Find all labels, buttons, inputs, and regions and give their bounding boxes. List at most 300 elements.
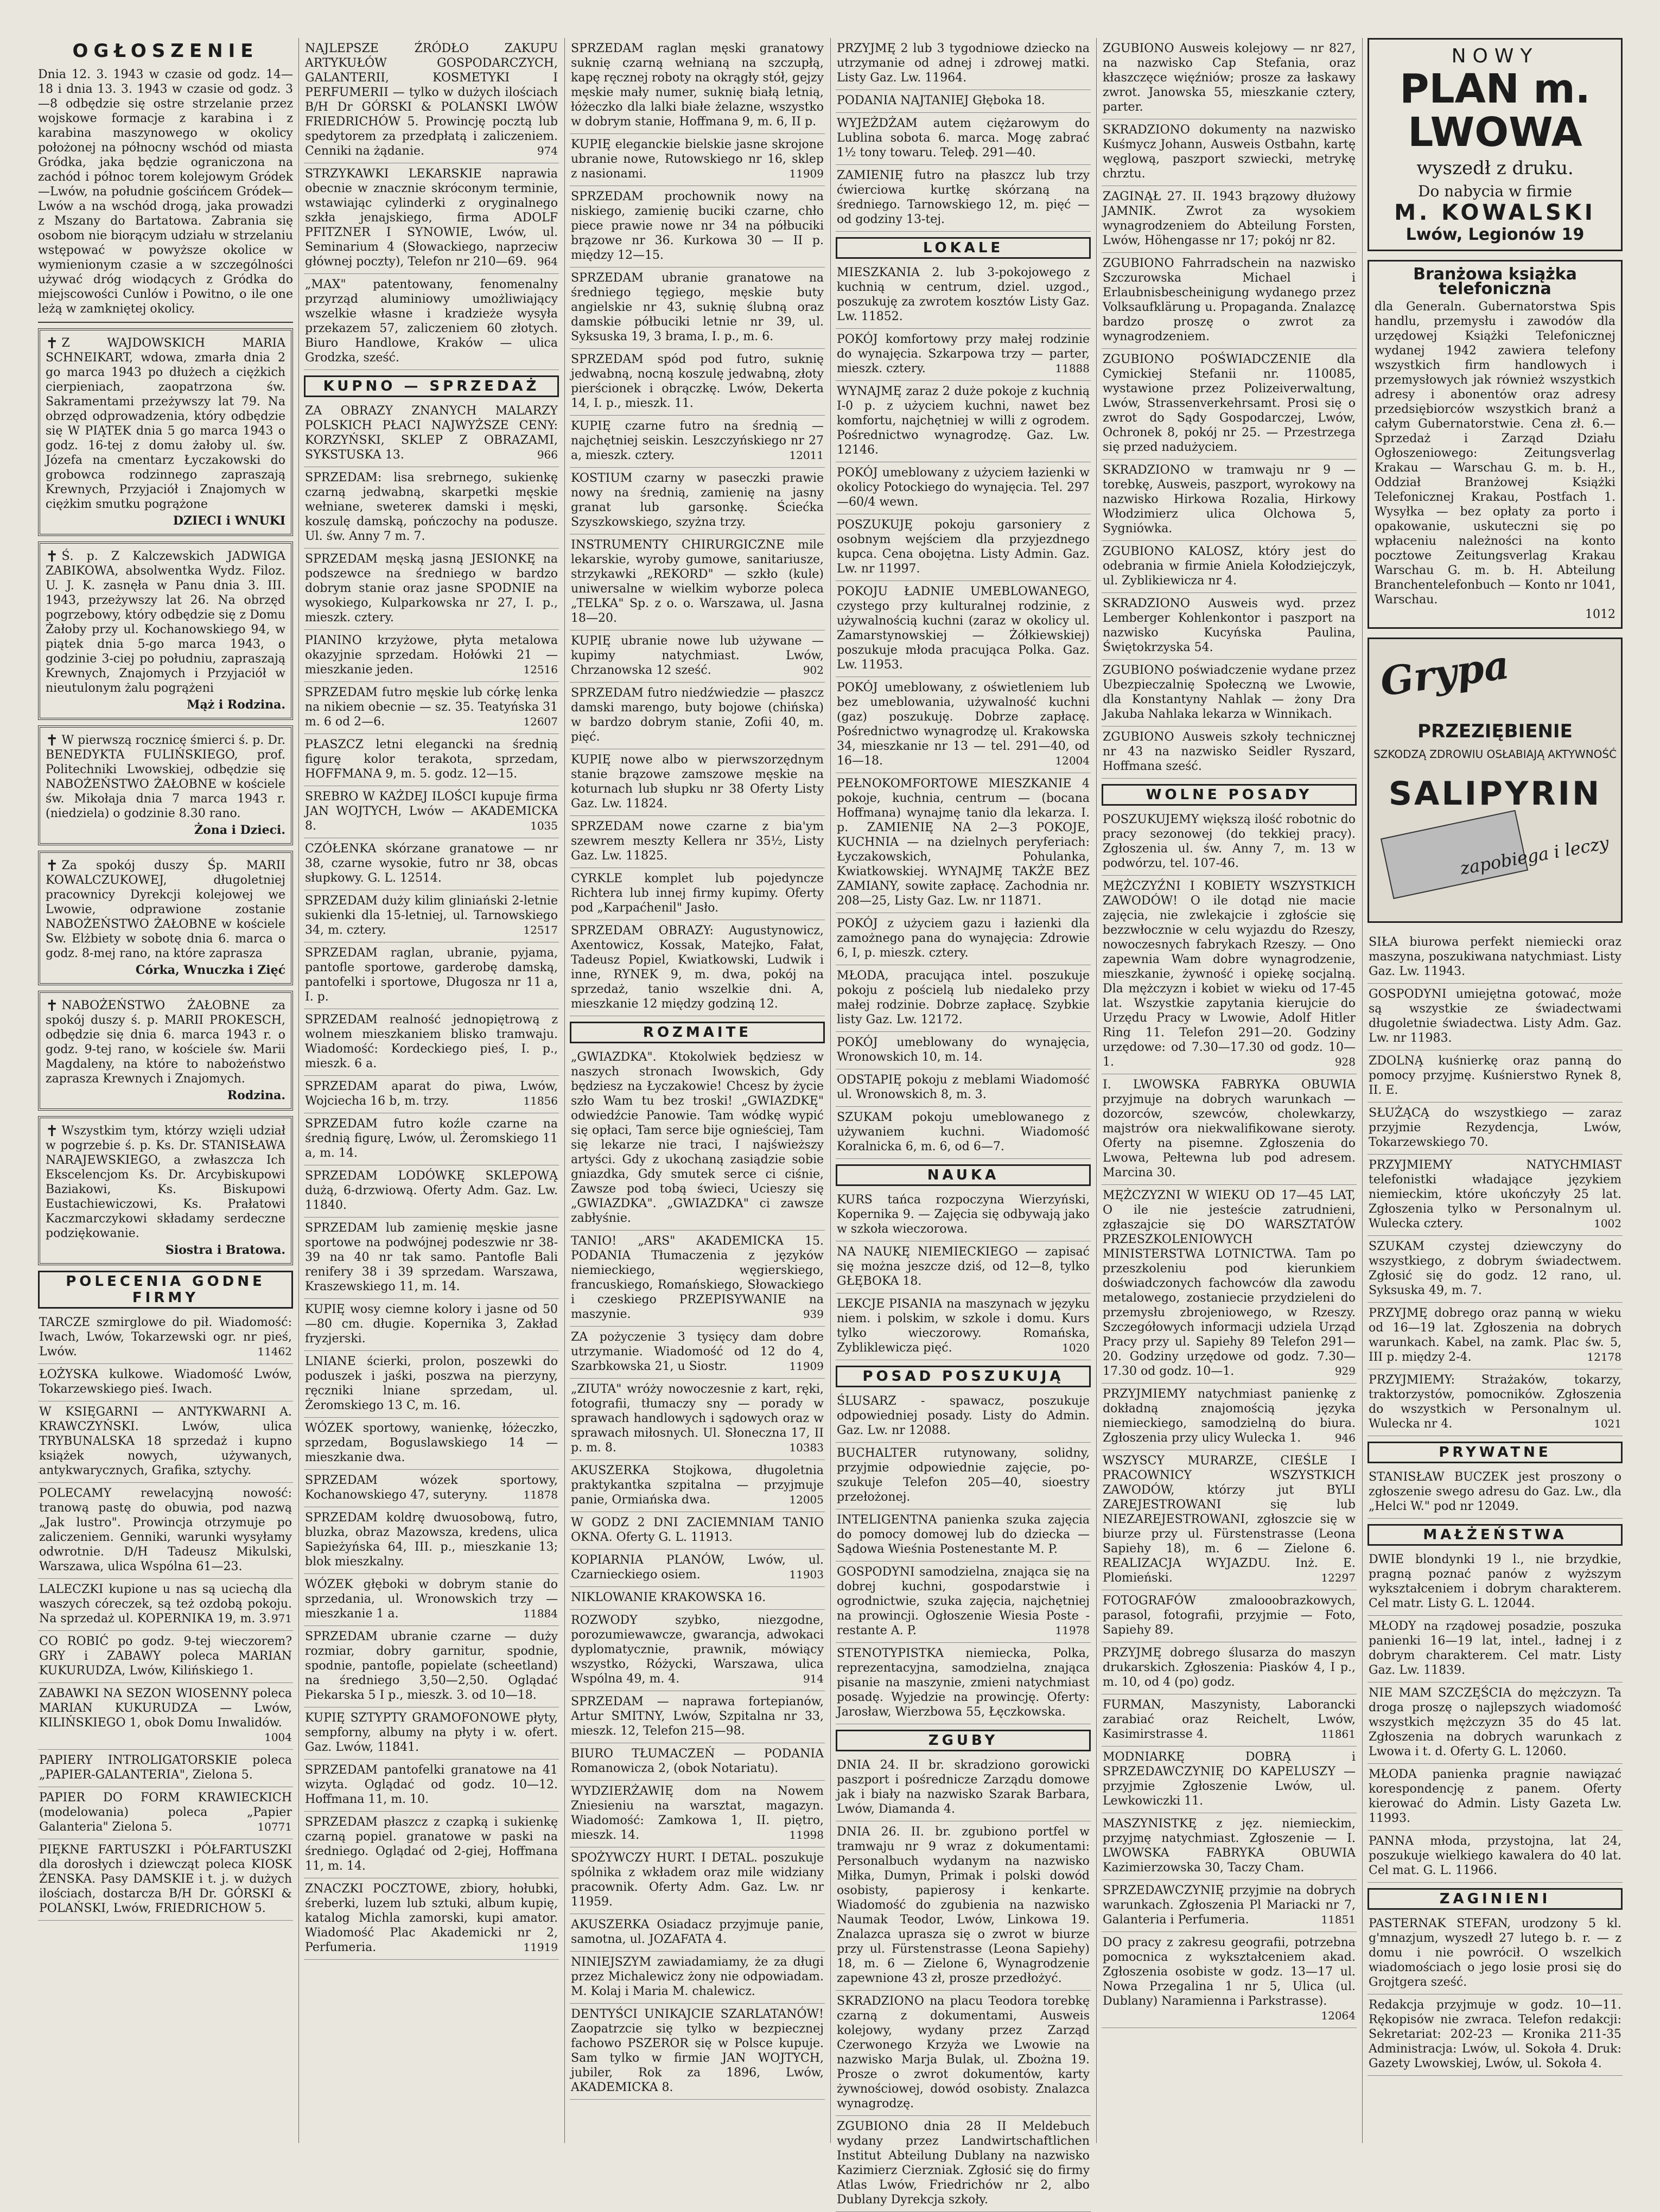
ad-text: SKRADZIONO w tramwaju nr 9 — torebkę, Ausweis, paszport, wyrokowy na nazwisko Hirkowa Rozalia, Hirkowy Włodzimierz ulica Olchowa 5, Sygniówka. [1103, 463, 1356, 536]
ad-text: I. LWOWSKA FABRYKA OBUWIA przyjmuje na dobrych warunkach — dozorców, szewców, cholewkarzy, majstrów ora niekwalifikowane sieroty. Oferty na pisemne. Zgłoszenia do Lwowa, Pełtewna lub pod adresem. Marcina 30. [1103, 1078, 1356, 1180]
obituary-text: Wszystkim tym, którzy wzięli udział w pogrzebie ś. p. Ks. Dr. STANISŁAWA NARAJEWSKIEGO, a zwłaszcza Ich Ekscelencjom Ks. Dr. Arcybiskupowi Baziakowi, Ks. Biskupowi Eustachiewiczowi, Ks. Prałatowi Kaczmarczykowi składamy serdeczne podziękowanie. [46, 1124, 285, 1240]
ad-text: PRZYJMIEMY natychmiast panienkę z dokładną znajomością języka niemieckiego, samodzielną do biura. Zgłoszenia przy ulicy Wulecka 1. [1103, 1387, 1356, 1445]
classified-ad [570, 1327, 825, 1379]
obituary-notice [38, 1116, 293, 1265]
ad-code: 11998 [789, 1828, 824, 1841]
ad-text: PODANIA NAJTANIEJ Głęboka 18. [837, 94, 1045, 107]
classified-ad [304, 1217, 559, 1299]
plan-lwowa-ad [1368, 38, 1623, 251]
classified-ad [836, 1443, 1091, 1509]
ad-text: ZA pożyczenie 3 tysięcy dam dobre utrzymanie. Wiadomość od 12 do 4, Szarbkowska 21, u Siostr. [571, 1330, 824, 1373]
ad-text: SPRZEDAM męską jasną JESIONKĘ na podszewce na średniego w bardzo dobrym stanie oraz jasne SPODNIE na wysokiego, Kulparkowska nr 27, I. p., mieszk. cztery. [305, 552, 558, 624]
classified-ad [836, 965, 1091, 1032]
classified-ad [1102, 1813, 1357, 1880]
classified-ad [836, 462, 1091, 514]
classified-ad [1102, 726, 1357, 779]
ad-text: MŁODA panienka pragnie nawiązać korespondencję z panem. Oferty kierować do Admin. Listy Gazeta Lw. 11993. [1369, 1768, 1621, 1825]
ad-text: SPRZEDAM płaszcz z czapką i sukienkę czarną popiel. granatowe w paski na średniego. Oglądać od 2-giej, Hoffmana 11, m. 14. [305, 1815, 558, 1873]
obituary-signature: Rodzina. [227, 1088, 285, 1102]
column-5 [1102, 38, 1357, 2143]
classified-ad [1368, 1913, 1623, 1994]
classified-ad [1102, 1880, 1357, 1932]
ad-text: W GODZ 2 DNI ZACIEMNIAM TANIO OKNA. Oferty G. L. 11913. [571, 1516, 824, 1544]
ad-text: POKOJU ŁADNIE UMEBLOWANEGO, czystego przy kulturalnej rodzinie, z używalnością kuchni (zaraz w okolicy ul. Zamarstynowskiej — Żółkiewskiej) poszukuje młoda pracująca Polka. Gaz. Lw. 11953. [837, 585, 1090, 672]
ad-text: ZDOLNĄ kuśnierkę oraz panną do pomocy przyjmę. Kuśnierstwo Rynek 8, II. E. [1369, 1054, 1621, 1097]
ad-text: STENOTYPISTKA niemiecka, Polka, reprezentacyjna, samodzielna, znająca pisanie na maszynie, zmieni natychmiast posadę. Wyjedzie na prowincję. Oferty: Jarosław, Wierzbowa 55, Łęczkowska. [837, 1647, 1090, 1719]
classified-ad [570, 1691, 825, 1743]
ad-text: PIANINO krzyżowe, płyta metalowa okazyjnie sprzedam. Hołówki 21 — mieszkanie jeden. [305, 634, 558, 677]
ad-text: POKÓJ umeblowany do wynajęcia, Wronowskich 10, m. 14. [837, 1036, 1090, 1064]
section-header-wolne-posady: WOLNE POSADY [1102, 784, 1357, 806]
ad-code: 11919 [523, 1941, 558, 1954]
ads-list [1102, 809, 1357, 2028]
ad-text: ZGUBIONO Fahrradschein na nazwisko Szczurowska Michael i Erlaubnisbescheinigung wydanego przez Volksaufklärung u. Propaganda. Znalazcę bardzo proszę o zwrot za wynagrodzeniem. [1103, 257, 1356, 343]
ad-text: SPRZEDAM futro koźle czarne na średnią figurę, Lwów, ul. Żeromskiego 11 a, m. 14. [305, 1117, 558, 1160]
ad-code: 964 [537, 255, 558, 268]
ad-text: SPRZEDAM koldrę dwuosobową, futro, bluzka, obraz Mazowsza, kredens, ulica Sapieżyńska 64, III. p., mieszkanie 13; blok mieszkalny. [305, 1511, 558, 1569]
ad-text: STRZYKAWKI LEKARSKIE naprawia obecnie w znacznie skróconym terminie, wstawiając cylinderki z oryginalnego szkła jenajskiego, firma ADOLF PFITZNER I SYNOWIE, Lwów, ul. Seminarium 4 (Słowackiego, naprzeciw głównej poczty), Telefon nr 210—69. [305, 167, 558, 269]
classified-ad [304, 838, 559, 890]
ad-code: 11878 [523, 1488, 558, 1501]
classified-ad [1368, 1155, 1623, 1236]
salipyrin-name: SALIPYRIN [1388, 775, 1602, 813]
classified-ad [304, 1299, 559, 1351]
ad-text: ZGUBIONO dnia 28 II Meldebuch wydany przez Landwirtschaftlichen Institut Abteilung Dublany na nazwisko Kazimierz Cierzniak. Zgłosić się do firmy Atlas Lwów, Friedrichów nr 2, albo Dublany Dyrekcja szkoły. [837, 2120, 1090, 2207]
ad-text: SPRZEDAM lub zamienię męskie jasne sportowe na podwójnej podeszwie nr 38-39 na 40 nr tak samo. Pantofle Bali renifery 38 i 39 sprzedam. Warszawa, Kraszewskiego 11, m. 14. [305, 1221, 558, 1293]
ad-text: ZGUBIONO KALOSZ, który jest do odebrania w firmie Aniela Kołodziejczyk, ul. Zyblikiewicza nr 4. [1103, 545, 1356, 588]
classified-ad [836, 1189, 1091, 1241]
ad-text: SPRZEDAM prochownik nowy na niskiego, zamienię buciki czarne, chło piece prawie nowe nr 34 na półbuciki brązowe nr 36. Kurkowa 30 — II p. między 12—15. [571, 190, 824, 262]
salipyrin-ad [1368, 638, 1623, 923]
cross-icon: ✝ [46, 1122, 59, 1140]
ad-text: PRZYJMĘ dobrego oraz panną w wieku od 16—19 lat. Zgłoszenia na dobrych warunkach. Kabel, na zamk. Plac św. 5, III p. między 2-4. [1369, 1306, 1621, 1364]
salipyrin-slogan: zapobiega i leczy [1459, 832, 1611, 879]
ad-text: DNIA 26. II. br. zgubiono portfel w tramwaju nr 9 wraz z dokumentami: Personalbuch wydanym na nazwisko Miłka, Dumyn, Primak i polski dowód osobisty, papierosy i kenkarte. Wiadomość do zgubienia na nazwisko Naumak Teodor, Lwów, Linkowa 19. Znalazca uprasza się o zwrot w biurze przy ul. Fürstenstrasse (Leona Sapiehy) 18, m. 6 — Zielone 6, Wynagrodzenie zapewnione 43 zł, prosze przedłożyć. [837, 1825, 1090, 1985]
ads-list [304, 400, 559, 1960]
ad-text: AKUSZERKA Osiadacz przyjmuje panie, samotna, ul. JOZAFATA 4. [571, 1918, 824, 1946]
ad-text: SPRZEDAM LODÓWKĘ SKLEPOWĄ dużą, 6-drzwiową. Oferty Adm. Gaz. Lw. 11840. [305, 1169, 558, 1212]
ads-list [304, 38, 559, 370]
classified-ad [1102, 186, 1357, 253]
classified-ad [38, 1750, 293, 1787]
ad-text: WSZYSCY MURARZE, CIEŚLE I PRACOWNICY WSZYSTKICH ZAWODÓW, którzy jut BYLI ZAREJESTROWANI się lub NIEZAREJESTROWANI, zgłoszcie się w biurze przy ul. Fürstenstrasse (Leona Sapiehy 18), m. 6 — Zielone 6. REALIZACJA WYJAZDU. Inż. E. Plomieński. [1103, 1454, 1356, 1585]
plan-ad-line-4: Do nabycia w firmie [1418, 182, 1572, 200]
classified-ad [570, 349, 825, 416]
ads-list [1368, 1467, 1623, 1519]
ad-code: 929 [1334, 1365, 1356, 1378]
classified-ad [570, 534, 825, 630]
ad-text: ZABAWKI NA SEZON WIOSENNY poleca MARIAN KUKURUDZA — Lwów, KILIŃSKIEGO 1, obok Domu Inwalidów. [39, 1687, 292, 1730]
cross-icon: ✝ [46, 997, 59, 1015]
notice-text: Dnia 12. 3. 1943 w czasie od godz. 14—18 i dnia 13. 3. 1943 w czasie od godz. 3—8 odbędzie się ostre strzelanie przez wojskowe formacje z karabina i z karabina maszynowego w okolicy położonej na północny wschód od miasta Gródka, jaka będzie ograniczona na zachód i północ torem kolejowym Gródek—Lwów, na południe gościńcem Gródek—Lwów a na wschód drogą, jaka prowadzi z Mszany do Bartatowa. Zabrania się osobom nie biorącym udziału w strzelaniu wstępować w powyższe okolice w wymienionym czasie a w szczególności używać dróg wiodących z Gródka do miejscowości Cunlów i Powitno, o ile one leżą w zamkniętej okolicy. [38, 65, 293, 323]
ad-code: 12517 [523, 923, 558, 936]
cross-icon: ✝ [46, 857, 59, 875]
ad-text: SPRZEDAM futro męskie lub córkę lenka na nikiem obecnie — sz. 35. Teatyńska 31 m. 6 od 2—6. [305, 686, 558, 729]
section-header-posad: POSAD POSZUKUJĄ [836, 1366, 1091, 1387]
classified-ad [304, 630, 559, 682]
ad-text: SPRZEDAWCZYNIĘ przyjmie na dobrych warunkach. Zgłoszenia Pl Mariacki nr 7, Galanteria i Perfumeria. [1103, 1884, 1356, 1927]
ad-text: LNIANE ścierki, prolon, poszewki do poduszek i jaśki, poszwa na pierzyny, ręczniki lniane sprzedam, ul. Żeromskiego 13 C, m. 16. [305, 1355, 558, 1412]
classified-ad [1368, 984, 1623, 1050]
ad-text: SPRZEDAM OBRAZY: Augustynowicz, Axentowicz, Kossak, Matejko, Fałat, Tadeusz Popiel, Kwiatkowski, Ludwik i inne, RYNEK 9, m. dwa, pokój na sprzedaż, tanio wszelkie dni. A, mieszkanie 12 między godziną 12. [571, 924, 824, 1011]
cross-icon: ✝ [46, 334, 59, 352]
classified-ad [38, 1631, 293, 1683]
classified-ad [570, 38, 825, 134]
ad-text: POSZUKUJĘ pokoju garsoniery z osobnym wejściem dla przyjezdnego kupca. Cena obojętna. Listy Admin. Gaz. Lw. nr 11997. [837, 518, 1090, 576]
section-header-nauka: NAUKA [836, 1164, 1091, 1186]
classified-ad [304, 1878, 559, 1960]
classified-ad [304, 1470, 559, 1507]
ad-text: PRZYJMIEMY: Strażaków, tokarzy, traktorzystów, pomocników. Zgłoszenia do wszystkich w Personalnym ul. Wulecka nr 4. [1369, 1373, 1621, 1431]
ad-text: POKÓJ umeblowany z użyciem łazienki w okolicy Potockiego do wynajęcia. Tel. 297—60/4 wewn. [837, 466, 1090, 509]
classified-ad [1102, 1746, 1357, 1813]
classified-ad [570, 1379, 825, 1460]
classified-ad [570, 749, 825, 816]
ad-code: 928 [1334, 1055, 1356, 1068]
classified-ad [836, 581, 1091, 677]
ad-text: ODSTAPIĘ pokoju z meblami Wiadomość ul. Wronowskich 8, m. 3. [837, 1073, 1090, 1101]
ads-list [1368, 1913, 1623, 2076]
ad-code: 1004 [264, 1731, 292, 1744]
classified-ad [570, 630, 825, 683]
ad-text: LALECZKI kupione u nas są uciechą dla waszych córeczek, są też ozdobą pokoju. Na sprzedaż ul. KOPERNIKA 19, m. 3. [39, 1583, 292, 1625]
ads-list [836, 262, 1091, 1159]
ad-text: MĘŻCZYŹNI I KOBIETY WSZYSTKICH ZAWODÓW! O ile dotąd nie macie zajęcia, nie zwlekajcie i zgłoście się bezzwłocznie w celu wyjazdu do Rzeszy, nowoczesnych fabrykach Rzeszy. — Ono zapewnia Wam dobre wynagrodzenie, mieszkanie, żywność i opiekę socjalną. Dla mężczyzn i kobiet w wieku od 17-45 lat. Wszystkie zapytania kierujcie do Urzędu Pracy w Lwowie, Adolf Hitler Ring 11. Telefon 291—20. Godziny urzędowe: od 7.30—17.30 od godz. 10—1. [1103, 879, 1356, 1069]
column-rule [564, 38, 565, 2143]
column-rule [298, 38, 299, 2143]
obituary-notice [38, 991, 293, 1111]
ad-text: ZNACZKI POCZTOWE, zbiory, hołubki, śreberki, luzem lub sztuki, album kupię, katalog Michla zamorski, kupi amator. Wiadomość Plac Akademicki nr 2, Perfumeria. [305, 1882, 558, 1954]
ad-code: 1021 [1594, 1417, 1621, 1430]
classified-ad [1102, 1932, 1357, 2028]
classified-ad [304, 467, 559, 549]
classified-ad [1368, 1369, 1623, 1436]
ad-text: SPRZEDAM aparat do piwa, Lwów, Wojciecha 16 b, m. trzy. [305, 1080, 558, 1108]
classified-ad [836, 1032, 1091, 1069]
classified-ad [304, 1626, 559, 1707]
classified-ad [1368, 1303, 1623, 1369]
classified-ad [836, 514, 1091, 581]
ad-text: ZGUBIONO Ausweis kolejowy — nr 827, na nazwisko Cap Stefania, oraz kłaszczęce więźniów; prosze za łaskawy zwrot. Janowska 55, mieszkanie cztery, parter. [1103, 42, 1356, 114]
ad-code: 11856 [523, 1094, 558, 1107]
ad-text: FURMAN, Maszynisty, Laborancki zarabiać oraz Reichelt, Lwów, Kasimirstrasse 4. [1103, 1698, 1356, 1741]
obituary-signature: Siostra i Bratowa. [165, 1243, 285, 1257]
phone-book-code: 1012 [1585, 608, 1616, 621]
classified-ad [836, 1241, 1091, 1293]
classified-ad [1102, 253, 1357, 349]
ad-code: 11903 [789, 1568, 824, 1581]
classified-ad [1368, 1467, 1623, 1519]
classified-ad [304, 163, 559, 274]
classified-ad [1368, 1994, 1623, 2076]
classified-ad [304, 400, 559, 467]
classified-ad [570, 868, 825, 920]
obituary-notice [38, 328, 293, 536]
ad-code: 11978 [1055, 1624, 1090, 1637]
classified-ad [570, 186, 825, 267]
ad-text: PAPIERY INTROLIGATORSKIE poleca „PAPIER-GALANTERIA", Zielona 5. [39, 1754, 292, 1782]
ad-text: SPOŻYWCZY HURT. I DETAL. poszukuje spólnika z wkładem oraz mile widziany pracownik. Oferty Adm. Gaz. Lw. nr 11959. [571, 1851, 824, 1909]
ad-text: PIĘKNE FARTUSZKI i PÓŁFARTUSZKI dla dorosłych i dziewcząt poleca KIOSK ŻENSKA. Pasy DAMSKIE i t. j. w dużych ilościach, dostarcza B/H Dr. GÓRSKI & POLAŃSKI, Lwów, FRIEDRICHOW 5. [39, 1843, 292, 1915]
ad-text: ZGUBIONO POŚWIADCZENIE dla Cymickiej Stefanii nr. 110085, wystawione przez Polizeiverwaltung, Lwów, Strassenverkehrsamt. Prosi się o zwrot do Sądy Gospodarczej, Lwów, Ochronek 8, pokój nr 25. — Przestrzega się przed nadużyciem. [1103, 353, 1356, 454]
classified-ad [1102, 1074, 1357, 1185]
obituary-text: NABOŻEŃSTWO ŻAŁOBNE za spokój duszy ś. p. MARII PROKESCH, odbędzie się dnia 6. marca 1943 r. o godz. 9-tej rano, w kościele św. Marii Magdaleny, na które to nabożeństwo zaprasza Krewnych i Znajomych. [46, 999, 285, 1086]
ad-text: Redakcja przyjmuje w godz. 10—11. Rękopisów nie zwraca. Telefon redakcji: Sekretariat: 202-23 — Kronika 211-35 Administracja: Lwów, ul. Sokoła 4. Druk: Gazety Lwowskiej, Lwów, ul. Sokoła 4. [1369, 1998, 1621, 2070]
classified-ad [1102, 1450, 1357, 1590]
classified-ad [1102, 38, 1357, 119]
ad-text: NAJLEPSZE ŹRÓDŁO ZAKUPU ARTYKUŁÓW GOSPODARCZYCH, GALANTERII, KOSMETYKI I PERFUMERII — tylko w dużych ilościach B/H Dr GÓRSKI & POLAŃSKI LWÓW FRIEDRICHÓW 5. Prowincję pocztą lub spedytorem za przedpłatą i zaliczeniem. Cenniki na żądanie. [305, 42, 558, 158]
ad-code: 974 [537, 144, 558, 157]
classified-ad [570, 1952, 825, 2004]
classified-ad [570, 1231, 825, 1327]
ad-text: SPRZEDAM realność jednopiętrową z wolnem mieszkaniem blisko tramwaju. Wiadomość: Kordeckiego pieś, I. p., mieszk. 6 a. [305, 1013, 558, 1070]
obituary-signature: Żona i Dzieci. [194, 823, 285, 837]
ad-text: PANNA młoda, przystojna, lat 24, poszukuje wielkiego kawalera do 40 lat. Cel mat. G. L. 11966. [1369, 1834, 1621, 1877]
classified-ad [836, 1561, 1091, 1643]
classified-ad [570, 2004, 825, 2100]
column-rule [1362, 38, 1363, 2143]
classified-ad [304, 274, 559, 370]
ad-text: SPRZEDAM wózek sportowy, Kochanowskiego 47, suteryny. [305, 1474, 558, 1502]
ad-code: 1002 [1594, 1217, 1621, 1230]
ad-text: DWIE blondynki 19 l., nie brzydkie, pragną poznać panów z wyższym wykształceniem i dobrym charakterem. Cel matr. Listy G. L. 12044. [1369, 1553, 1621, 1610]
salipyrin-line-1: PRZEZIĘBIENIE [1417, 721, 1573, 742]
ads-list [1102, 38, 1357, 779]
ad-code: 11909 [789, 1360, 824, 1373]
ad-text: FOTOGRAFÓW zmalooobrazkowych, parasol, fotografii, przyjmie — Foto, Sapiehy 89. [1103, 1594, 1356, 1637]
ad-text: ZGUBIONO poświadczenie wydane przez Ubezpieczalnię Społeczną we Lwowie, dla Konstantyny Nahlak — żony Dra Jakuba Nahlaka lekarza w Winnikach. [1103, 664, 1356, 721]
ad-text: SPRZEDAM duży kilim gliniański 2-letnie sukienki dla 15-letniej, ul. Tarnowskiego 34, m. cztery. [305, 894, 558, 937]
ad-code: 11861 [1321, 1727, 1356, 1741]
classified-ad [304, 1574, 559, 1626]
ad-text: PŁASZCZ letni elegancki na średnią figurę kolor terakota, sprzedam, HOFFMANA 9, m. 5. godz. 12—15. [305, 738, 558, 781]
ad-text: WYJEŻDŻAM autem ciężarowym do Lublina sobota 6. marca. Mogę zabrać 1½ tony towaru. Teleф. 291—40. [837, 117, 1090, 160]
ad-code: 939 [803, 1308, 824, 1321]
classified-ad [1102, 119, 1357, 186]
ad-text: „MAX" patentowany, fenomenalny przyrząd aluminiowy umożliwiający wszelkie własne i kradzieże wysyła przekazem 57, zaliczeniem 60 złotych. Biuro Handlowe, Kraków — ulica Grodzka, sześć. [305, 278, 558, 365]
ad-text: STANISŁAW BUCZEK jest proszony o zgłoszenie swego adresu do Gaz. Lw., dla „Helci W." pod nr 12049. [1369, 1470, 1621, 1513]
classified-ad [38, 1401, 293, 1483]
classified-ad [38, 1683, 293, 1750]
classified-ad [570, 683, 825, 749]
classified-ad [1368, 932, 1623, 984]
ads-list [836, 38, 1091, 232]
ad-text: PRZYJMIEMY NATYCHMIAST telefonistki władające językiem niemieckim, które ukończyły 25 lat. Zgłoszenia tylko w Personalnym ul. Wulecka cztery. [1369, 1158, 1621, 1231]
ad-text: POSZUKUJEMY większą ilość robotnic do pracy sezonowej (do tekkiej pracy). Zgłoszenia ul. św. Anny 7, m. 13 w podwórzu, tel. 107-46. [1103, 813, 1356, 870]
classified-ad [304, 890, 559, 942]
ad-text: INSTRUMENTY CHIRURGICZNE mile lekarskie, wyroby gumowe, sanitariusze, strzykawki „REKORD" — szkło (kule) uniwersalne w wielkim wyborze poleca „TELKA" Sp. z o. o. Warszawa, ul. Jasna 18—20. [571, 538, 824, 625]
classified-ad [1368, 1050, 1623, 1102]
classified-ad [836, 1509, 1091, 1561]
classified-ad [836, 677, 1091, 773]
ad-code: 12607 [523, 715, 558, 728]
ad-text: ZAMIENIĘ futro na płaszcz lub trzy ćwierciowa kurtkę skórzaną na średniego. Tarnowskiego 12, m. pięć — od godziny 13-tej. [837, 169, 1090, 226]
ads-list [38, 1312, 293, 1921]
classified-ad [1102, 349, 1357, 460]
ad-text: MIESZKANIA 2. lub 3-pokojowego z kuchnią w centrum, dziel. uzgod., poszukuję za zwrotem kosztów Listy Gaz. Lw. 11852. [837, 266, 1090, 323]
classified-ad [304, 1760, 559, 1812]
section-header-malzenstwa: MAŁŻEŃSTWA [1368, 1524, 1623, 1546]
plan-ad-line-3: wyszedł z druku. [1416, 157, 1574, 179]
notice-headline: OGŁOSZENIE [72, 40, 259, 62]
section-header-kupno: KUPNO — SPRZEDAŻ [304, 375, 559, 397]
classified-ad [304, 1009, 559, 1076]
obituary-text: W pierwszą rocznicę śmierci ś. p. Dr. BENEDYKTA FULIŃSKIEGO, prof. Politechniki Lwowskiej, odbędzie się NABOŻEŃSTWO ŻAŁOBNE w kościele św. Mikołaja dnia 7 marca 1943 r. (niedziela) o godzinie 8.30 rano. [46, 734, 285, 820]
ad-text: POKÓJ z użyciem gazu i łazienki dla zamożnego pana do wynajęcia: Zdrowie 6, I, p. mieszk. cztery. [837, 917, 1090, 960]
ad-text: SPRZEDAM nowe czarne z bia'ym szewrem meszty Kellera nr 35½, Listy Gaz. Lw. 11825. [571, 820, 824, 863]
classified-ad [304, 682, 559, 734]
ad-text: INTELIGENTNA panienka szuka zajęcia do pomocy domowej lub do dziecka — Sądowa Wieśnia Postenestante M. P. [837, 1513, 1090, 1556]
classified-ad [1102, 593, 1357, 660]
classified-ad [38, 1483, 293, 1579]
ad-code: 11884 [523, 1607, 558, 1620]
classified-ad [570, 1610, 825, 1691]
ad-text: NA NAUKĘ NIEMIECKIEGO — zapisać się można jeszcze dziś, od 12—8, tylko GŁĘBOKA 18. [837, 1245, 1090, 1288]
obituary-signature: Mąż i Rodzina. [187, 698, 285, 712]
classified-ad [570, 1781, 825, 1847]
classified-ad [836, 1107, 1091, 1159]
classified-ad [1368, 1831, 1623, 1883]
obituary-signature: Córka, Wnuczka i Zięć [135, 963, 285, 977]
classified-ad [570, 1743, 825, 1781]
ad-code: 11888 [1055, 362, 1090, 375]
obituary-text: Za spokój duszy Śp. MARII KOWALCZUKOWEJ, długoletniej pracownicy Dyrekcji kolejowej we Lwowie, odprawione zostanie NABOŻEŃSTWO ŻAŁOBNE w kościele Sw. Elżbiety w sobotę dnia 6. marca o godz. 8-mej rano, na które zaprasza [46, 859, 285, 960]
classified-ad [304, 786, 559, 838]
ad-text: „ZIUTA" wróży nowoczesnie z kart, ręki, fotografii, tłumaczy sny — porady w sprawach handlowych i sądowych oraz w sprawach miłosnych. Ul. Słoneczna 17, II p. m. 8. [571, 1382, 824, 1455]
section-header-lokale: LOKALE [836, 237, 1091, 259]
ad-text: NINIEJSZYM zawiadamiamy, że za długi przez Michalewicz żony nie odpowiadam. M. Kolaj i Maria M. chalewicz. [571, 1955, 824, 1998]
ad-text: ŚLUSARZ - spawacz, poszukuje odpowiedniej posady. Listy do Admin. Gaz. Lw. nr 12088. [837, 1394, 1090, 1437]
ad-text: ŁOŻYSKA kulkowe. Wiadomość Lwów, Tokarzewskiego pieś. Iwach. [39, 1368, 292, 1396]
ad-text: CYRKLE komplet lub pojedyncze Richtera lub innej firmy kupimy. Oferty pod „Karpaćhenil" Jasło. [571, 872, 824, 915]
obituary-notice [38, 851, 293, 985]
plan-ad-title: PLAN m. LWOWA [1400, 66, 1591, 156]
obituary-notice [38, 541, 293, 720]
ad-text: ROZWODY szybko, niezgodne, porozumiewawcze, gwarancja, adwokaci dyplomatycznie, prawnik, mówiący wszystko, Różycki, Warszawa, ulica Wspólna 49, m. 4. [571, 1614, 824, 1686]
ad-text: DNIA 24. II br. skradziono gorowicki paszport i pośrednicze Zarządu domowe jak i biały na nazwisko Szarak Barbara, Lwów, Diamanda 4. [837, 1758, 1090, 1816]
obituary-text: Ś. p. Z Kalczewskich JADWIGA ZABIKOWA, absolwentka Wydz. Filoz. U. J. K. zasnęła w Panu dnia 3. III. 1943, przeżywszy lat 26. Na obrzęd pogrzebowy, który odbędzie się z Domu Żałoby przy ul. Kochanowskiego 94, w piątek dnia 5-go marca 1943, o godzinie 3-ciej po południu, zapraszają Krewnych, Znajomych i Przyjaciół w nieutulonym żalu pogrążeni [46, 550, 285, 695]
ad-text: KUPIĘ ubranie nowe lub używane — kupimy natychmiast. Lwów, Chrzanowska 12 sześć. [571, 634, 824, 677]
column-rule [1096, 38, 1097, 2143]
classified-ad [1102, 809, 1357, 876]
ad-text: PEŁNOKOMFORTOWE MIESZKANIE 4 pokoje, kuchnia, centrum — (bocana Hoffmana) wynajmę tanio dla lekarza. I. p. ZAMIENIĘ NA 2—3 POKOJE, KUCHNIA — na dzielnych peryferiach: Łyczakowskich, Pohulanka, Kwiatkowskiej. WYNAJMĘ TAKŻE BEZ ZAMIANY, sowite zapłacę. Zachodnia nr. 208—25, Listy Gaz. Lw. nr 11871. [837, 777, 1090, 908]
ads-list [836, 1755, 1091, 2212]
ad-code: 1020 [1062, 1341, 1090, 1354]
classified-ad [836, 329, 1091, 381]
classified-ad [570, 1512, 825, 1550]
classified-ad [304, 1707, 559, 1760]
ad-code: 1035 [530, 819, 558, 832]
ad-text: KURS tańca rozpoczyna Wierzyński, Kopernika 9. — Zajęcia się odbywają jako w szkoła wieczorowa. [837, 1193, 1090, 1236]
plan-ad-seller: M. KOWALSKI [1394, 200, 1596, 225]
ad-code: 11909 [789, 167, 824, 180]
ad-text: MODNIARKĘ DOBRĄ i SPRZEDAWCZYNIĘ DO KAPELUSZY — przyjmie Zgłoszenie Lwów, ul. Lewkowiczki 11. [1103, 1750, 1356, 1808]
ad-text: GOSPODYNI samodzielna, znająca się na dobrej kuchni, gospodarstwie i ogrodnictwie, szuka zajęcia, najchętniej na prowincji. Ogłoszenie Wiesia Poste - restante A. P. [837, 1565, 1090, 1637]
section-header-polecenia: POLECENIA GODNE FIRMY [38, 1271, 293, 1309]
ad-text: GOSPODYNI umiejętna gotować, może są wszystkie ze świadectwami długoletnie świadectwa. Listy Adm. Gaz. Lw. nr 11983. [1369, 987, 1621, 1045]
obituary-signature: DZIECI i WNUKI [173, 514, 285, 528]
ad-text: MŁODA, pracująca intel. poszukuje pokoju z pościelą lub niedaleko przy małej rodzinie. Dobrze zapłacę. Szybkie listy Gaz. Lw. 12172. [837, 969, 1090, 1027]
ad-text: SPRZEDAM futro niedźwiedzie — płaszcz damski marengo, buty bojowe (chińska) w bardzo dobrym stanie, Zofii 40, m. pięć. [571, 686, 824, 744]
classified-ad [304, 942, 559, 1009]
classified-ad [1368, 1549, 1623, 1616]
classified-ad [1368, 1102, 1623, 1155]
ads-list [836, 1391, 1091, 1724]
classified-ad [304, 549, 559, 630]
ad-code: 12011 [789, 449, 824, 462]
ad-text: CO ROBIĆ po godz. 9-tej wieczorem? GRY i ZABAWY poleca MARIAN KUKURUDZA, Lwów, Kilińskiego 1. [39, 1635, 292, 1678]
classified-ad [38, 1364, 293, 1401]
ad-code: 12516 [523, 663, 558, 676]
classified-ad [38, 1787, 293, 1839]
ad-text: KOPIARNIA PLANÓW, Lwów, ul. Czarnieckiego osiem. [571, 1553, 824, 1582]
classified-ad [1102, 876, 1357, 1074]
ad-text: POKÓJ umeblowany, z oświetleniem lub bez umeblowania, używalność kuchni (gaz) poszukuję. Dobrze zapłacę. Pośrednictwo wynagrodzę ul. Krakowska 34, mieszkanie nr 13 — tel. 291—40, od 16—18. [837, 681, 1090, 768]
classified-ad [570, 1914, 825, 1952]
ad-text: PASTERNAK STEFAN, urodzony 5 kl. g'mnazjum, wyszedł 27 lutego b. r. — z domu i nie powrócił. O wszelkich wiadomościach o jego losie prosi się do Grojtgera sześć. [1369, 1917, 1621, 1989]
ad-text: PAPIER DO FORM KRAWIECKICH (modelowania) poleca „Papier Galanteria" Zielona 5. [39, 1791, 292, 1834]
classified-ad [836, 90, 1091, 113]
ad-text: MŁODY na rządowej posadzie, poszuka panienki 16—19 lat, intel., ładnej i z dobrym charakterem. Cel matr. Listy Gaz. Lw. 11839. [1369, 1620, 1621, 1677]
classified-ad [1102, 460, 1357, 541]
cross-icon: ✝ [46, 547, 59, 565]
ad-text: SPRZEDAM pantofelki granatowe na 41 wizyta. Oglądać od godz. 10—12. Hoffmana 11, m. 10. [305, 1763, 558, 1806]
classified-ad [836, 1821, 1091, 1991]
ad-text: SPRZEDAM ubranie czarne — duży rozmiar, dobry garnitur, spodnie, spodnie, pantofle, popielate (scheetland) na średniego 3,50—2,50. Oglądać Piekarska 5 I p., mieszk. 3. od 10—18. [305, 1630, 558, 1702]
ad-text: AKUSZERKA Stojkowa, długoletnia praktykantka szpitalna — przyjmuje panie, Ormiańska dwa. [571, 1464, 824, 1507]
column-6 [1368, 38, 1623, 2143]
ad-code: 902 [803, 664, 824, 677]
ad-text: KOSTIUM czarny w paseczki prawie nowy na średnią, zamienię na jasny granat lub garsonkę. Ściećka Szyszkowskiego, szyżna trzy. [571, 471, 824, 529]
newspaper-page [38, 38, 1623, 2207]
ad-code: 12297 [1321, 1571, 1356, 1584]
ad-text: SPRZEDAM ubranie granatowe na średniego tęgiego, męskie buty angielskie nr 43, suknię ślubną oraz damskie półbuciki letnie nr 39, ul. Syksuska 19, 3 brama, I. p., m. 6. [571, 271, 824, 343]
ad-code: 12004 [1055, 754, 1090, 767]
plan-ad-line-1: NOWY [1451, 45, 1539, 67]
ad-text: PRZYJMĘ 2 lub 3 tygodniowe dziecko na utrzymanie od adnej i zdrowej matki. Listy Gaz. Lw. 11964. [837, 42, 1090, 85]
classified-ad [1368, 1764, 1623, 1831]
classified-ad [1368, 1682, 1623, 1764]
ads-list [570, 38, 825, 1016]
ad-text: NIKLOWANIE KRAKOWSKA 16. [571, 1591, 766, 1604]
ad-code: 12064 [1321, 2009, 1356, 2022]
classified-ad [570, 1587, 825, 1610]
classified-ad [836, 1643, 1091, 1724]
classified-ad [1102, 1185, 1357, 1384]
cross-icon: ✝ [46, 731, 59, 749]
ad-text: SREBRO W KAŻDEJ ILOŚCI kupuje firma JAN WOJTYCH, Lwów — AKADEMICKA 8. [305, 790, 558, 833]
ad-text: DO pracy z zakresu geografii, potrzebna pomocnica z wykształceniem akad. Zgłoszenia osobiste w godz. 13—17 ul. Nowa Przegalina 1 nr 5, Ulica (ul. Dublany) Naramienna i Parkstrasse). [1103, 1936, 1356, 2008]
obituary-notice [38, 725, 293, 845]
classified-ad [570, 816, 825, 868]
classified-ad [1102, 1694, 1357, 1746]
section-header-zguby: ZGUBY [836, 1730, 1091, 1751]
ad-text: KUPIĘ nowe albo w pierwszorzędnym stanie brązowe zamszowe męskie na koturnach lub słupku nr 38 Oferty Listy Gaz. Lw. 11824. [571, 753, 824, 811]
classified-ad [836, 1293, 1091, 1360]
classified-ad [836, 38, 1091, 90]
plan-ad-address: Lwów, Legionów 19 [1405, 225, 1585, 244]
classified-ad [304, 1812, 559, 1878]
ad-text: LEKCJE PISANIA na maszynach w języku niem. i polskim, w szkole i domu. Kurs tylko wieczorowy. Romańska, Zybliklewicza pięć. [837, 1297, 1090, 1355]
classified-ad [304, 1076, 559, 1113]
ad-text: SPRZEDAM raglan, ubranie, pyjama, pantofle sportowe, garderobę damską, pantofelki i sportowe, Długosza nr 11 a, I. p. [305, 946, 558, 1004]
ad-text: „GWIAZDKA". Ktokolwiek będziesz w naszych stronach Iwowskich, Gdy będziesz na Łyczakowie! Chcesz by życie szło Wam tu bez troski! „GWIAZDKĘ" odwiedźcie Panowie. Tam wódkę wypić się opłaci, Tam serce bije ognieściej, Tam się lekarze nie traci, I najświeższy artyści. Gdy z ukochaną zasiądzie sobie gniazdka, Gdy smutek serce ci ciśnie, Zawsze pod tobą świeci, Ucieszy się „GWIAZDKA". „GWIAZDKA" ci zawsze zabłyśnie. [571, 1050, 824, 1225]
column-4 [836, 38, 1091, 2207]
phone-book-ad [1368, 260, 1623, 629]
ad-text: SŁUŻĄCĄ do wszystkiego — zaraz przyjmie Rezydencja, Lwów, Tokarzewskiego 70. [1369, 1106, 1621, 1149]
classified-ad [304, 1165, 559, 1217]
classified-ad [304, 1507, 559, 1574]
